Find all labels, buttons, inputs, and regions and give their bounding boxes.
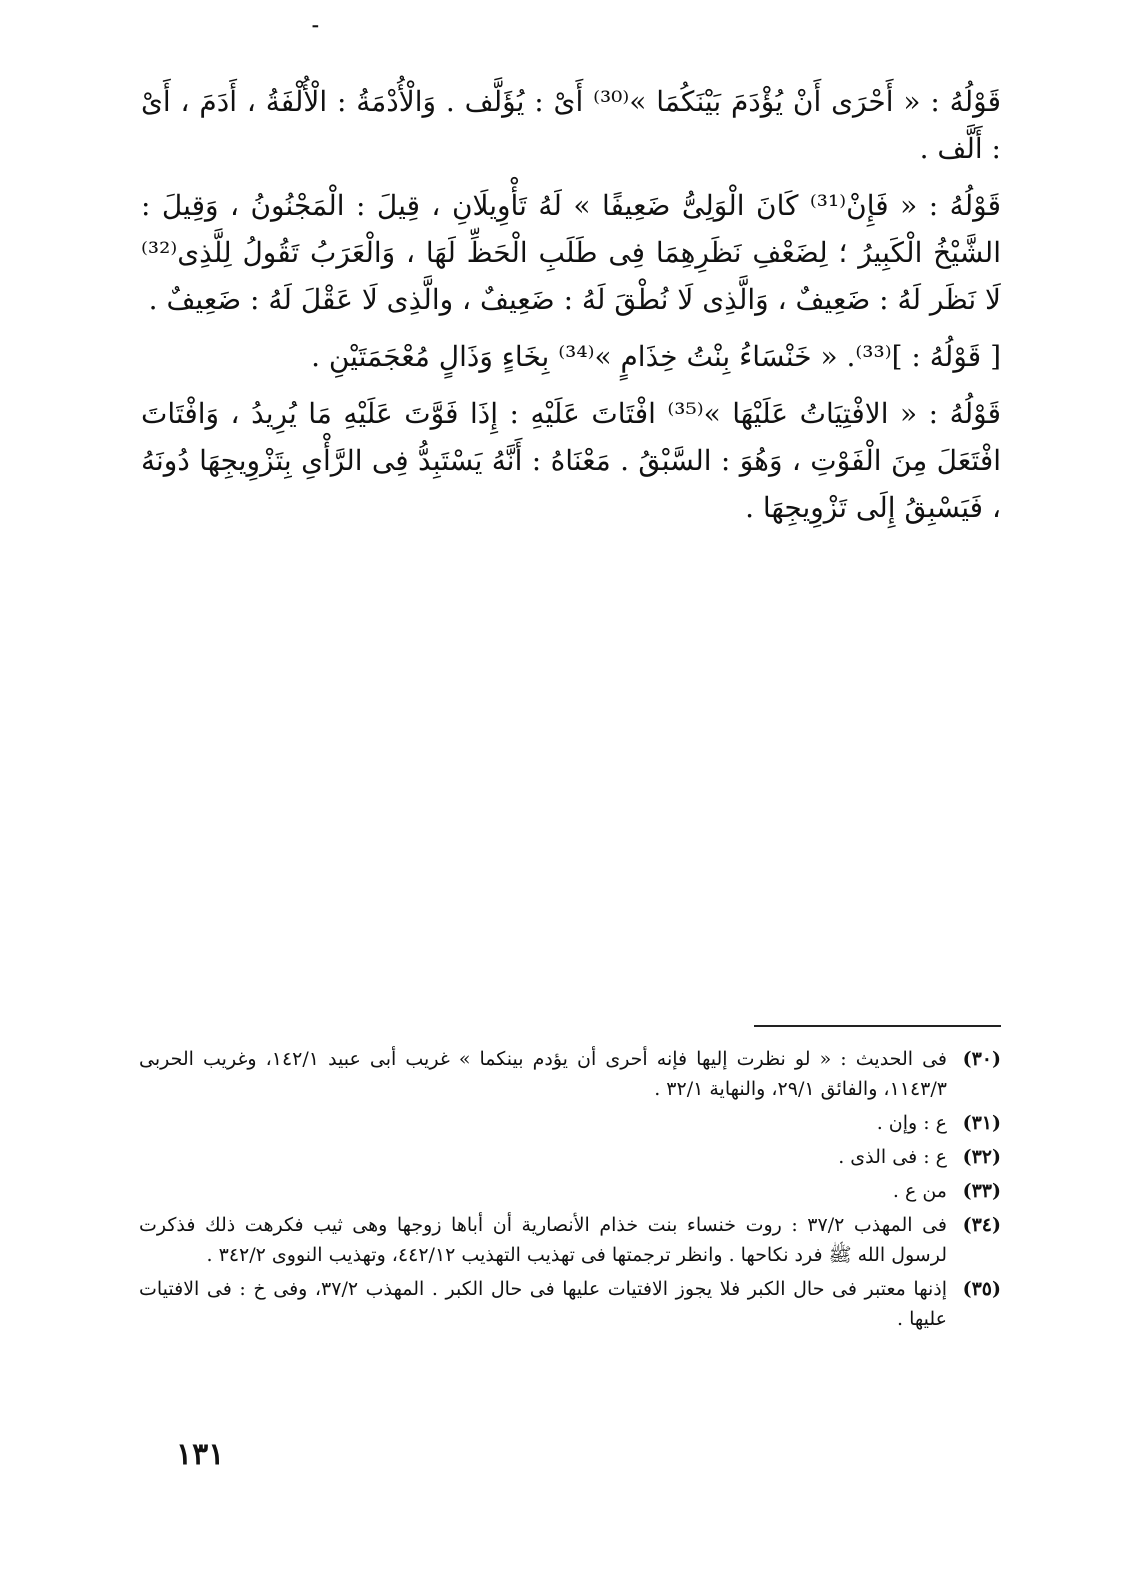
footnote-text: إذنها معتبر فى حال الكبر فلا يجوز الافتيات عليها فى حال الكبر . المهذب ٣٧/٢، وفى خ : فى الافتيات عليها . (139, 1278, 947, 1330)
footnote-35 (139, 1274, 1001, 1334)
footnote-number: (٣٢) (962, 1146, 1001, 1168)
footnote-text: ع : وإن . (876, 1112, 947, 1134)
footnotes (139, 1044, 1001, 1338)
footnote-text: فى الحديث : « لو نظرت إليها فإنه أحرى أن يؤدم بينكما » غريب أبى عبيد ١٤٢/١، وغريب الحربى ١١٤٣/٣، والفائق ٢٩/١، والنهاية ٣٢/١ . (139, 1048, 947, 1100)
footnote-number: (٣٣) (962, 1180, 1001, 1202)
top-mark: ـ (313, 12, 318, 31)
footnote-number: (٣١) (962, 1112, 1001, 1134)
paragraph-1: قَوْلُهُ : « أَحْرَى أَنْ يُؤْدَمَ بَيْنَكُمَا »⁽³⁰⁾ أَىْ : يُؤَلَّف . وَالْأُدْمَةُ : الْأُلْفَةُ ، أَدَمَ ، أَىْ : أَلَّف . (141, 85, 1002, 165)
footnote-33 (139, 1176, 1001, 1206)
footnote-number: (٣٤) (962, 1214, 1001, 1236)
footnote-number: (٣٠) (962, 1048, 1001, 1070)
paragraph-3: [ قَوْلُهُ : ]⁽³³⁾. « خَنْسَاءُ بِنْتُ خِذَامٍ »⁽³⁴⁾ بِخَاءٍ وَذَالٍ مُعْجَمَتَيْنِ . (311, 340, 1001, 373)
footnote-number: (٣٥) (962, 1278, 1001, 1300)
footnote-31 (139, 1108, 1001, 1138)
page-number: ١٣١ (176, 1437, 225, 1472)
footnote-text: من ع . (892, 1180, 947, 1202)
footnote-text: فى المهذب ٣٧/٢ : روت خنساء بنت خذام الأنصارية أن أباها زوجها وهى ثيب فكرهت ذلك فذكرت لرسول الله ﷺ فرد نكاحها . وانظر ترجمتها فى تهذيب التهذيب ٤٤٢/١٢، وتهذيب النووى ٣٤٢/٢ . (139, 1214, 947, 1266)
footnote-32 (139, 1142, 1001, 1172)
paragraph-4: قَوْلُهُ : « الافْتِيَاتُ عَلَيْهَا »⁽³⁵⁾ افْتَاتَ عَلَيْهِ : إِذَا فَوَّتَ عَلَيْهِ مَا يُرِيدُ ، وَافْتَاتَ افْتَعَلَ مِنَ الْفَوْتِ ، وَهُوَ : السَّبْقُ . مَعْنَاهُ : أَنَّهُ يَسْتَبِدُّ فِى الرَّأْىِ بِتَزْوِيجِهَا دُونَهُ ، فَيَسْبِقُ إِلَى تَزْوِيجِهَا . (141, 397, 1001, 524)
footnote-text: ع : فى الذى . (838, 1146, 947, 1168)
footnote-30 (139, 1044, 1001, 1104)
footnote-34 (139, 1210, 1001, 1270)
paragraph-2: قَوْلُهُ : « فَإِنْ⁽³¹⁾ كَانَ الْوَلِىُّ ضَعِيفًا » لَهُ تَأْوِيلَانِ ، قِيلَ : الْمَجْنُونُ ، وَقِيلَ : الشَّيْخُ الْكَبِيرُ ؛ لِضَعْفِ نَظَرِهِمَا فِى طَلَبِ الْحَظِّ لَهَا ، وَالْعَرَبُ تَقُولُ لِلَّذِى⁽³²⁾ لَا نَظَر لَهُ : ضَعِيفٌ ، وَالَّذِى لَا نُطْقَ لَهُ : ضَعِيفٌ ، والَّذِى لَا عَقْلَ لَهُ : ضَعِيفٌ . (141, 189, 1002, 316)
footnote-divider (754, 1025, 1001, 1027)
main-text (141, 78, 1001, 541)
